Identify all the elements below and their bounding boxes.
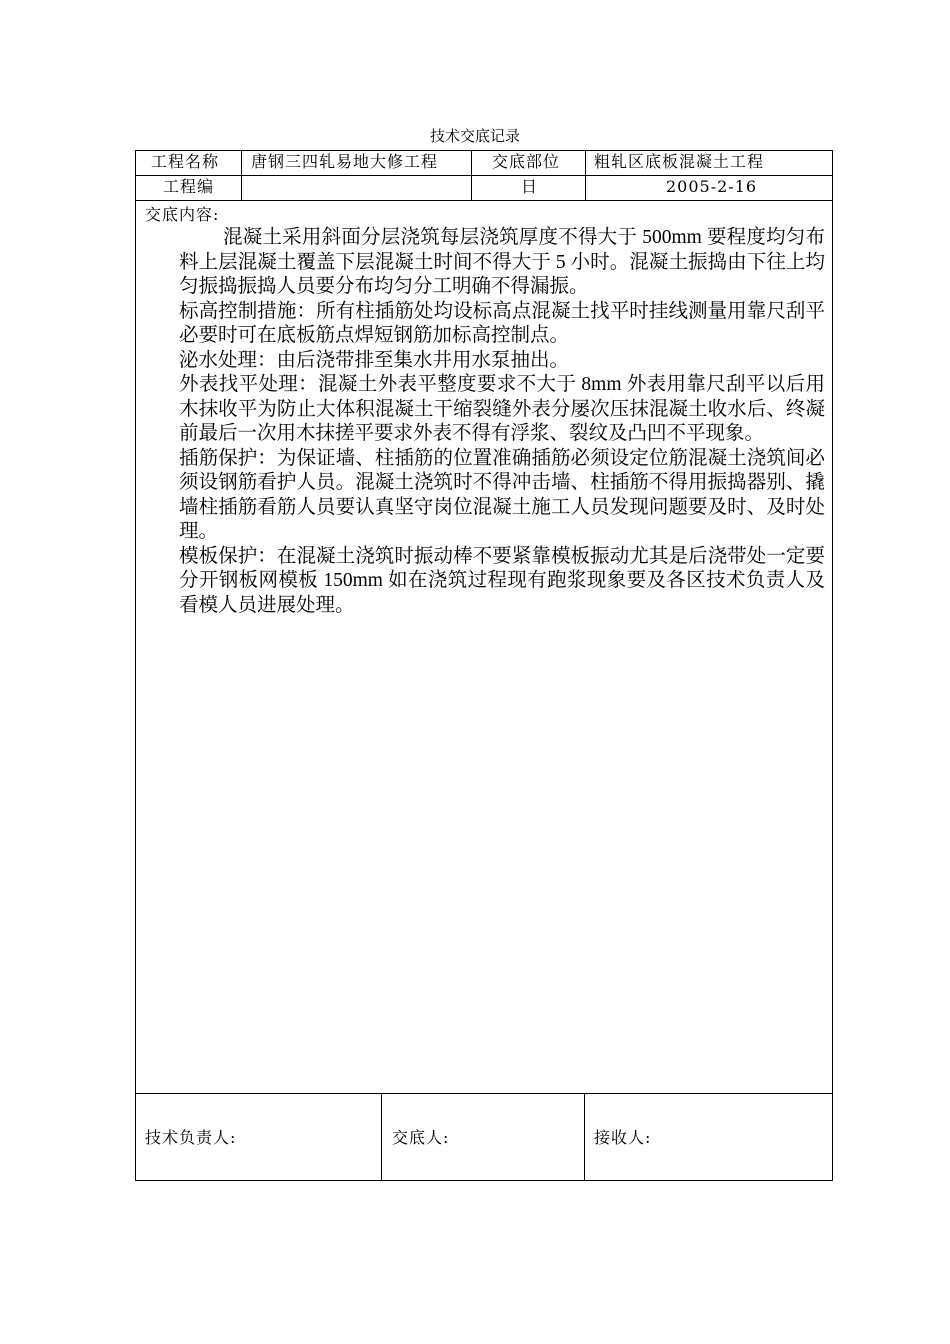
column-divider xyxy=(471,150,472,200)
section-label: 交底部位 xyxy=(492,152,561,171)
column-divider xyxy=(584,1093,585,1181)
column-divider xyxy=(241,150,242,200)
content-label: 交底内容: xyxy=(145,205,220,224)
project-name-label: 工程名称 xyxy=(151,152,220,171)
content-paragraph: 泌水处理：由后浇带排至集水井用水泵抽出。 xyxy=(179,349,570,371)
column-divider xyxy=(585,150,586,200)
row-divider xyxy=(135,1093,833,1094)
content-body xyxy=(179,226,825,618)
content-paragraph: 外表找平处理：混凝土外表平整度要求不大于 8mm 外表用靠尺刮平以后用木抹收平为防止大体积混凝土干缩裂缝外表分屡次压抹混凝土收水后、终凝前最后一次用木抹搓平要求外表不得有浮浆、裂纹及凸凹不平现象。 xyxy=(179,374,825,444)
section-value: 粗轧区底板混凝土工程 xyxy=(594,152,765,171)
presenter-label: 交底人: xyxy=(392,1128,450,1147)
column-divider xyxy=(381,1093,382,1181)
project-name-value: 唐钢三四轧易地大修工程 xyxy=(251,152,439,171)
receiver-label: 接收人: xyxy=(594,1128,652,1147)
content-paragraph: 模板保护：在混凝土浇筑时振动棒不要紧靠模板振动尤其是后浇带处一定要分开钢板网模板 150mm 如在浇筑过程现有跑浆现象要及各区技术负责人及看模人员进展处理。 xyxy=(179,545,825,616)
project-no-label: 工程编 xyxy=(163,177,215,196)
tech-lead-label: 技术负责人: xyxy=(145,1128,237,1147)
content-paragraph: 标高控制措施：所有柱插筋处均设标高点混凝土找平时挂线测量用靠尺刮平必要时可在底板筋点焊短钢筋加标高控制点。 xyxy=(179,300,825,346)
content-paragraph: 混凝土采用斜面分层浇筑每层浇筑厚度不得大于 500mm 要程度均匀布料上层混凝土覆盖下层混凝土时间不得大于 5 小时。混凝土振捣由下往上均匀振捣振捣人员要分布均匀分工明确不得漏振。 xyxy=(179,227,825,297)
date-label: 日 xyxy=(521,177,539,196)
row-divider xyxy=(135,200,833,201)
date-value: 2005-2-16 xyxy=(666,177,758,196)
content-paragraph: 插筋保护：为保证墙、柱插筋的位置准确插筋必须设定位筋混凝土浇筑间必须设钢筋看护人员。混凝土浇筑时不得冲击墙、柱插筋不得用振捣器别、撬墙柱插筋看筋人员要认真坚守岗位混凝土施工人员发现问题要及时、及时处理。 xyxy=(179,447,825,542)
document-title: 技术交底记录 xyxy=(429,127,520,145)
